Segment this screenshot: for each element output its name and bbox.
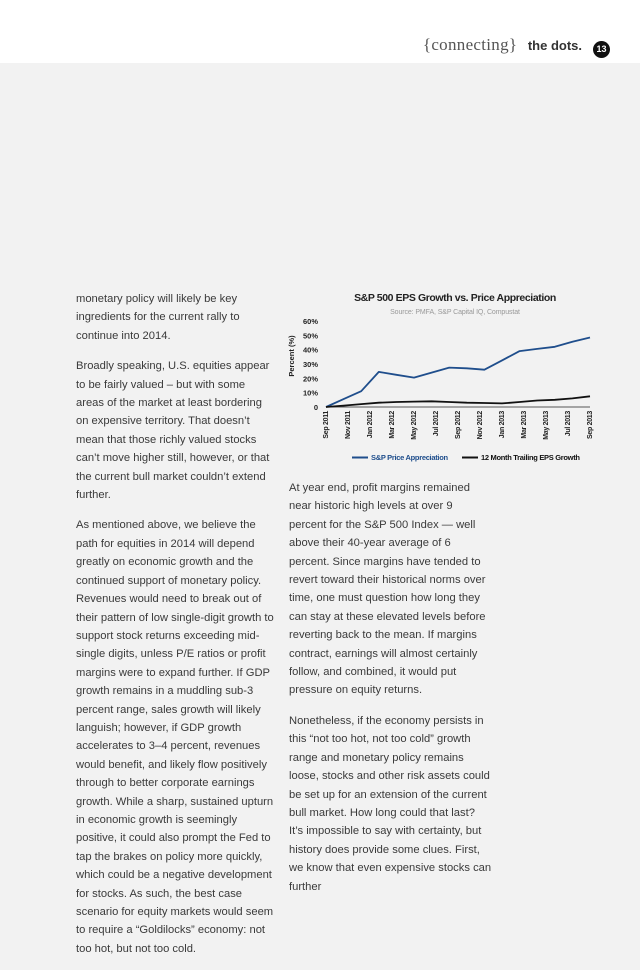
x-tick-label: Jan 2013 [499, 411, 506, 439]
brand-logo [423, 35, 582, 55]
brand-dots: the dots. [527, 38, 582, 53]
legend-label-eps: 12 Month Trailing EPS Growth [481, 453, 580, 462]
x-tick-label: Jan 2012 [367, 411, 374, 439]
chart-legend [352, 453, 580, 462]
x-tick-label: Sep 2013 [587, 411, 594, 439]
x-tick-label: May 2013 [543, 411, 550, 440]
x-tick-label: Sep 2012 [455, 411, 462, 439]
y-tick-label: 50% [302, 331, 318, 341]
chart-source: Source: PMFA, S&P Capital IQ, Compustat [390, 309, 520, 316]
x-tick-label: Nov 2012 [477, 411, 484, 440]
x-tick-label: Sep 2011 [323, 411, 330, 439]
page-number-badge: 13 [593, 41, 610, 58]
left-column [76, 290, 276, 970]
x-tick-label: Mar 2013 [521, 411, 528, 439]
x-tick-label: Jul 2012 [433, 411, 440, 437]
y-axis-label: Percent (%) [287, 335, 296, 377]
x-tick-label: May 2012 [411, 411, 418, 440]
y-tick-label: 40% [302, 345, 318, 355]
chart-title: S&P 500 EPS Growth vs. Price Appreciation [354, 292, 556, 304]
paragraph: At year end, profit margins remained near historic high levels at over 9 percent for the S&P 500 Index — well above their 40-year average of 6 percent. Since margins have tended to revert toward their historical norms over time, one must question how long they can stay at these elevated levels before reverting back to the mean. If margins contract, earnings will almost certainly follow, and combined, it would put pressure on equity returns. [289, 482, 486, 697]
series-line-price [326, 338, 590, 408]
paragraph: As mentioned above, we believe the path for equities in 2014 will depend greatly on economic growth and the continued support of monetary policy. Revenues would need to break out of their pattern of low single-digit growth to support stock returns exceeding mid-single digits, unless P/E ratios or profit margins were to expand further. If GDP growth remains in a muddling sub-3 percent range, sales growth will likely languish; however, if GDP growth accelerates to 3–4 percent, revenues would benefit, and likely flow positively through to better corporate earnings growth. While a sharp, sustained upturn in economic growth is seemingly positive, it could also prompt the Fed to tap the brakes on policy more quickly, which could be a negative development for stocks. As such, the best case scenario for equity markets would seem to require a “Goldilocks” economy: not too hot, but not too cold. [76, 519, 274, 955]
x-tick-label: Jul 2013 [565, 411, 572, 437]
y-tick-label: 60% [302, 317, 318, 326]
series-line-eps [326, 396, 590, 407]
x-tick-label: Nov 2011 [345, 411, 352, 439]
y-tick-label: 10% [302, 388, 318, 398]
eps-vs-price-chart [280, 312, 610, 472]
brand-connecting: {connecting} [422, 35, 518, 54]
y-tick-label: 0 [313, 403, 318, 412]
paragraph: monetary policy will likely be key ingredients for the current rally to continue into 2014. [76, 293, 240, 342]
y-tick-label: 30% [302, 360, 318, 369]
x-tick-label: Mar 2012 [389, 411, 396, 439]
legend-label-price: S&P Price Appreciation [371, 453, 448, 462]
paragraph: Nonetheless, if the economy persists in this “not too hot, not too cold” growth range and monetary policy remains loose, stocks and other risk assets could be set up for an extension of the current bull market. How long could that last? It’s impossible to say with certainty, but history does provide some clues. First, we know that even expensive stocks can further [289, 714, 492, 893]
right-column [289, 479, 492, 908]
paragraph: Broadly speaking, U.S. equities appear to be fairly valued – but with some areas of the market at least bordering on expensive territory. That doesn’t mean that those richly valued stocks can’t move higher still, however, or that the current bull market couldn’t extend further. [76, 360, 270, 502]
y-tick-label: 20% [302, 374, 318, 384]
